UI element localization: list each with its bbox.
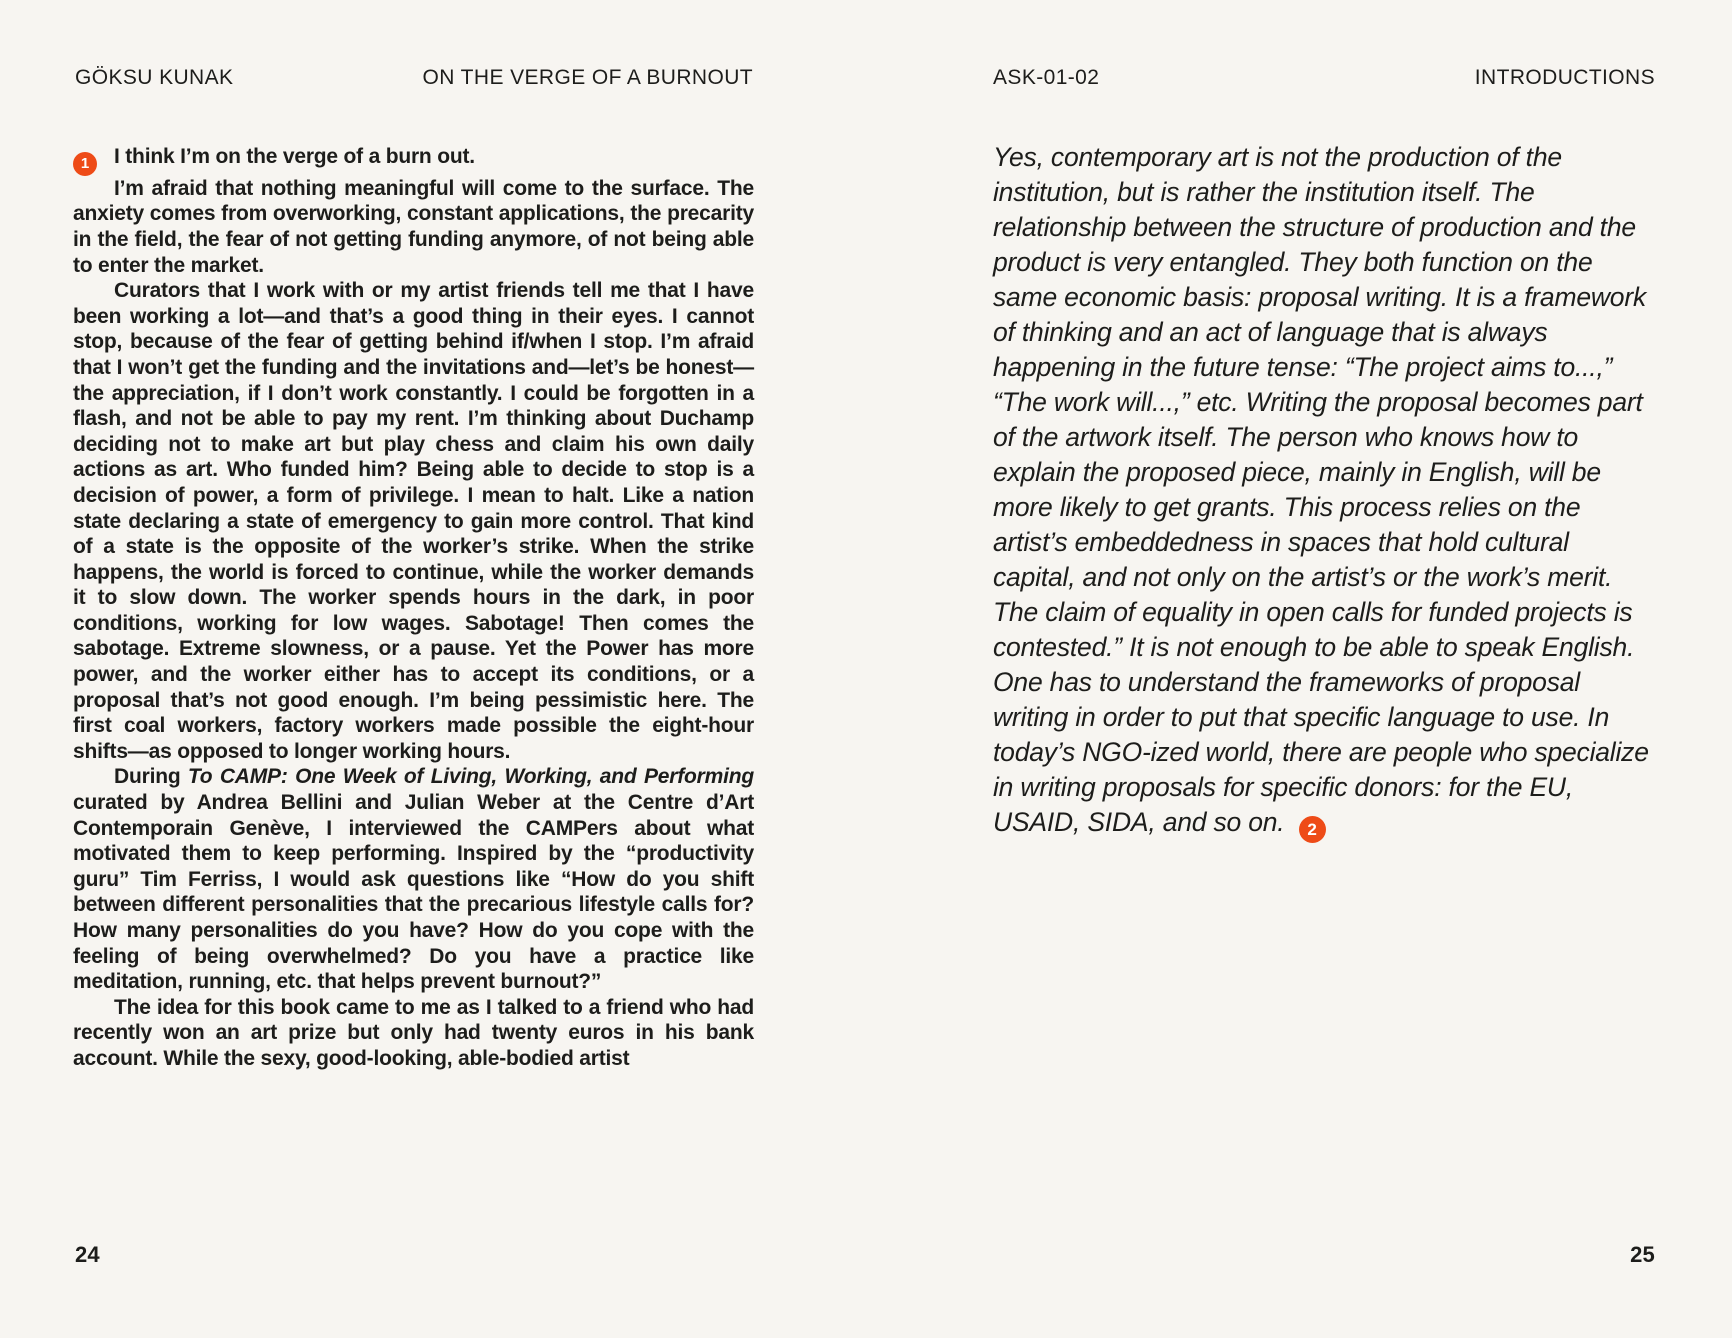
text-segment: The idea for this book came to me as I talked to a friend who had recently won an art prize but only had twenty euros in his bank account. While the sexy, good-looking, able-bodied artist	[73, 995, 754, 1070]
left-header-author: GÖKSU KUNAK	[75, 66, 234, 89]
right-header-title: INTRODUCTIONS	[1474, 66, 1655, 89]
footnote-marker-2: 2	[1299, 816, 1326, 843]
paragraph	[993, 140, 1655, 843]
right-page-number: 25	[1630, 1242, 1655, 1267]
text-segment: curated by Andrea Bellini and Julian Weber at the Centre d’Art Contemporain Genève, I interviewed the CAMPers about what motivated them to keep performing. Inspired by the “productivity guru” Tim Ferriss, I would ask questions like “How do you shift between different personalities that the precarious lifestyle calls for? How many personalities do you have? How do you cope with the feeling of being overwhelmed? Do you have a practice like meditation, running, etc. that helps prevent burnout?”	[73, 791, 754, 994]
paragraph	[73, 278, 754, 764]
paragraph	[73, 176, 754, 278]
text-segment: During	[114, 765, 188, 789]
text-segment: I’m afraid that nothing meaningful will come to the surface. The anxiety comes from overworking, constant applications, the precarity in the field, the fear of not getting funding anymore, of not being able to enter the market.	[73, 176, 754, 277]
paragraph	[73, 995, 754, 1072]
right-running-head	[993, 66, 1655, 90]
footnote-marker-1: 1	[73, 152, 97, 176]
paragraph	[73, 144, 754, 176]
left-running-head	[75, 66, 753, 90]
italic-text-segment: To CAMP: One Week of Living, Working, and Performing	[187, 765, 754, 789]
text-segment: Curators that I work with or my artist friends tell me that I have been working a lot—and that’s a good thing in their eyes. I cannot stop, because of the fear of getting behind if/when I stop. I’m afraid that I won’t get the funding and the invitations and—let’s be honest—the appreciation, if I don’t work constantly. I could be forgotten in a flash, and not be able to pay my rent. I’m thinking about Duchamp deciding not to make art but play chess and claim his own daily actions as art. Who funded him? Being able to decide to stop is a decision of power, a form of privilege. I mean to halt. Like a nation state declaring a state of emergency to gain more control. That kind of a state is the opposite of the worker’s strike. When the strike happens, the world is forced to continue, while the worker demands it to slow down. The worker spends hours in the dark, in poor conditions, working for low wages. Sabotage! Then comes the sabotage. Extreme slowness, or a pause. Yet the Power has more power, and the worker either has to accept its conditions, or a proposal that’s not good enough. I’m being pessimistic here. The first coal workers, factory workers made possible the eight-hour shifts—as opposed to longer working hours.	[73, 279, 754, 763]
left-page-number: 24	[75, 1242, 100, 1267]
right-body-text	[993, 140, 1655, 843]
text-segment: I think I’m on the verge of a burn out.	[114, 145, 475, 168]
right-header-label: ASK-01-02	[993, 66, 1100, 89]
left-body-text	[73, 144, 754, 1072]
left-header-title: ON THE VERGE OF A BURNOUT	[422, 66, 753, 89]
text-segment: Yes, contemporary art is not the production of the institution, but is rather the institution itself. The relationship between the structure of production and the product is very entangled. They both function on the same economic basis: proposal writing. It is a framework of thinking and an act of language that is always happening in the future tense: “The project aims to...,” “The work will...,” etc. Writing the proposal becomes part of the artwork itself. The person who knows how to explain the proposed piece, mainly in English, will be more likely to get grants. This process relies on the artist’s embeddedness in spaces that hold cultural capital, and not only on the artist’s or the work’s merit. The claim of equality in open calls for funded projects is contested.” It is not enough to be able to speak English. One has to understand the frameworks of proposal writing in order to put that specific language to use. In today’s NGO-ized world, there are people who specialize in writing proposals for specific donors: for the EU, USAID, SIDA, and so on.	[993, 142, 1649, 837]
paragraph	[73, 764, 754, 994]
